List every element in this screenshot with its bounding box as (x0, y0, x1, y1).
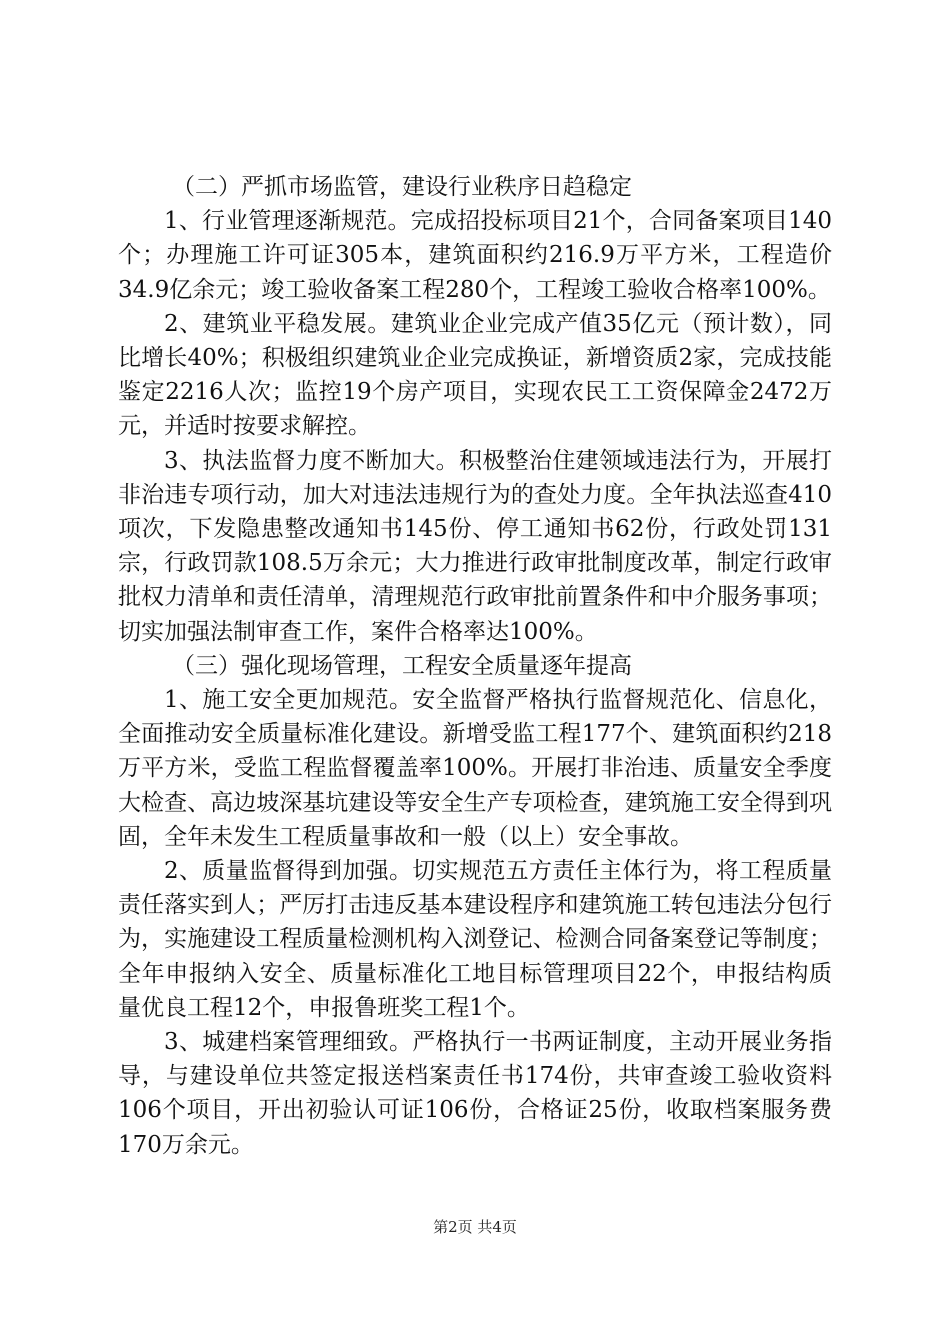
section-heading-3: （三）强化现场管理，工程安全质量逐年提高 (172, 652, 632, 679)
page-number-footer: 第2页 共4页 (433, 1218, 517, 1236)
document-body (118, 170, 832, 1162)
paragraph-archive-management: 3、城建档案管理细致。严格执行一书两证制度，主动开展业务指导，与建设单位共签定报送档案责任书174份，共审查竣工验收资料106个项目，开出初验认可证106份，合格证25份，收取档案服务费170万余元。 (118, 1029, 832, 1158)
paragraph-construction-development: 2、建筑业平稳发展。建筑业企业完成产值35亿元（预计数），同比增长40%；积极组织建筑业企业完成换证，新增资质2家，完成技能鉴定2216人次；监控19个房产项目，实现农民工工资保障金2472万元，并适时按要求解控。 (118, 310, 832, 440)
paragraph-construction-safety: 1、施工安全更加规范。安全监督严格执行监督规范化、信息化，全面推动安全质量标准化建设。新增受监工程177个、建筑面积约218万平方米，受监工程监督覆盖率100%。开展打非治违、质量安全季度大检查、高边坡深基坑建设等安全生产专项检查，建筑施工安全得到巩固，全年未发生工程质量事故和一般（以上）安全事故。 (118, 687, 832, 850)
paragraph-quality-supervision: 2、质量监督得到加强。切实规范五方责任主体行为，将工程质量责任落实到人；严厉打击违反基本建设程序和建筑施工转包违法分包行为，实施建设工程质量检测机构入浏登记、检测合同备案登记等制度；全年申报纳入安全、质量标准化工地目标管理项目22个，申报结构质量优良工程12个，申报鲁班奖工程1个。 (118, 858, 832, 1021)
section-heading-2: （二）严抓市场监管，建设行业秩序日趋稳定 (172, 174, 632, 200)
paragraph-law-enforcement: 3、执法监督力度不断加大。积极整治住建领域违法行为，开展打非治违专项行动，加大对违法违规行为的查处力度。全年执法巡查410项次，下发隐患整改通知书145份、停工通知书62份，行政处罚131宗，行政罚款108.5万余元；大力推进行政审批制度改革，制定行政审批权力清单和责任清单，清理规范行政审批前置条件和中介服务事项；切实加强法制审查工作，案件合格率达100%。 (118, 447, 832, 645)
paragraph-industry-management: 1、行业管理逐渐规范。完成招投标项目21个，合同备案项目140个；办理施工许可证305本，建筑面积约216.9万平方米，工程造价34.9亿余元；竣工验收备案工程280个，工程竣工验收合格率100%。 (118, 208, 832, 303)
